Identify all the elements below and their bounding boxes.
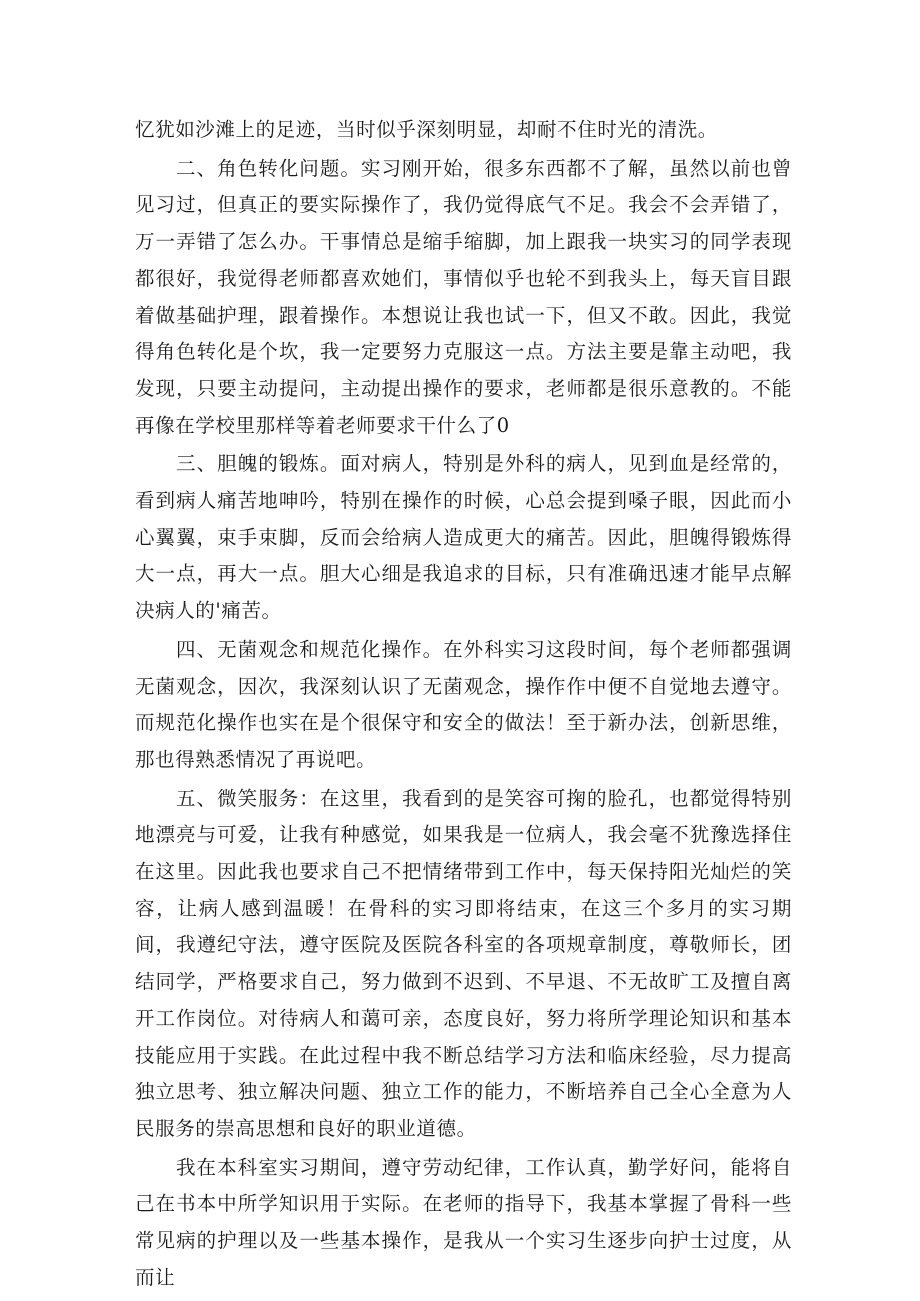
paragraph-department-internship: 我在本科室实习期间，遵守劳动纪律，工作认真，勤学好问，能将自己在书本中所学知识用于实际。在老师的指导下，我基本掌握了骨科一些常见病的护理以及一些基本操作，是我从一个实习生逐步向护士过度，从而让 (135, 1155, 792, 1289)
paragraph-continuation: 忆犹如沙滩上的足迹，当时似乎深刻明显，却耐不住时光的清洗。 (135, 118, 718, 141)
paragraph-role-transition: 二、角色转化问题。实习刚开始，很多东西都不了解，虽然以前也曾见习过，但真正的要实际操作了，我仍觉得底气不足。我会不会弄错了，万一弄错了怎么办。干事情总是缩手缩脚，加上跟我一块实习的同学表现都很好，我觉得老师都喜欢她们，事情似乎也轮不到我头上，每天盲目跟着做基础护理，跟着操作。本想说让我也试一下，但又不敢。因此，我觉得角色转化是个坎，我一定要努力克服这一点。方法主要是靠主动吧，我发现，只要主动提问，主动提出操作的要求，老师都是很乐意教的。不能再像在学校里那样等着老师要求干什么了0 (135, 156, 792, 437)
paragraph-smile-service: 五、微笑服务：在这里，我看到的是笑容可掬的脸孔，也都觉得特别地漂亮与可爱，让我有种感觉，如果我是一位病人，我会毫不犹豫选择住在这里。因此我也要求自己不把情绪带到工作中，每天保持阳光灿烂的笑容，让病人感到温暖！在骨科的实习即将结束，在这三个多月的实习期间，我遵纪守法，遵守医院及医院各科室的各项规章制度，尊敬师长，团结同学，严格要求自己，努力做到不迟到、不早退、不无故旷工及擅自离开工作岗位。对待病人和蔼可亲，态度良好，努力将所学理论知识和基本技能应用于实践。在此过程中我不断总结学习方法和临床经验，尽力提高独立思考、独立解决问题、独立工作的能力，不断培养自己全心全意为人民服务的崇高思想和良好的职业道德。 (135, 786, 792, 1140)
paragraph-courage-training: 三、胆魄的锻炼。面对病人，特别是外科的病人，见到血是经常的，看到病人痛苦地呻吟，特别在操作的时候，心总会提到嗓子眼，因此而小心翼翼，束手束脚，反而会给病人造成更大的痛苦。因此，胆魄得锻炼得大一点，再大一点。胆大心细是我追求的目标，只有准确迅速才能早点解决病人的'痛苦。 (135, 452, 792, 623)
paragraph-aseptic-concept: 四、无菌观念和规范化操作。在外科实习这段时间，每个老师都强调无菌观念，因次，我深刻认识了无菌观念，操作作中便不自觉地去遵守。而规范化操作也实在是个很保守和安全的做法！至于新办法，创新思维，那也得熟悉情况了再说吧。 (135, 637, 792, 771)
